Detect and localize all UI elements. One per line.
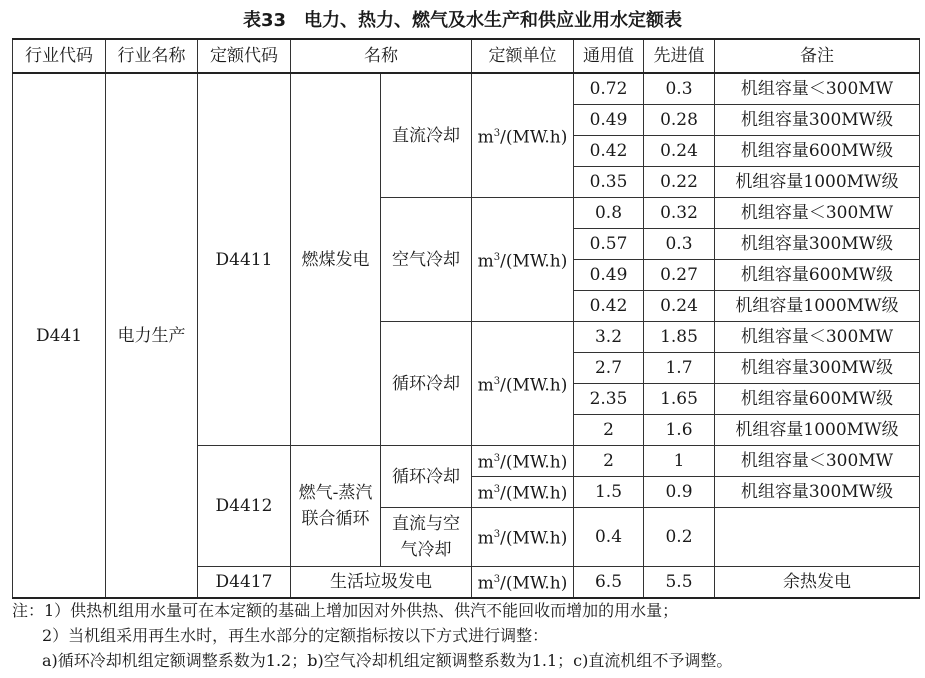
table-row	[13, 73, 920, 105]
general-value: 0.8	[574, 198, 644, 229]
unit-rest: /(MW.h)	[500, 573, 568, 594]
remark-cell: 机组容量1000MW级	[715, 167, 920, 198]
unit-base: m	[477, 483, 494, 504]
header-industry-code: 行业代码	[13, 39, 106, 73]
advanced-value: 5.5	[644, 567, 715, 599]
header-industry-name: 行业名称	[106, 39, 198, 73]
general-value: 0.42	[574, 291, 644, 322]
header-unit: 定额单位	[472, 39, 574, 73]
advanced-value: 0.3	[644, 73, 715, 105]
remark-cell: 机组容量600MW级	[715, 384, 920, 415]
unit-sup: 3	[493, 529, 501, 541]
remark-cell	[715, 508, 920, 567]
advanced-value: 0.27	[644, 260, 715, 291]
general-value: 0.72	[574, 73, 644, 105]
unit-cell	[472, 477, 574, 508]
general-value: 2.35	[574, 384, 644, 415]
unit-cell	[472, 73, 574, 198]
note-1: 注：1）供热机组用水量可在本定额的基础上增加因对外供热、供汽不能回收而增加的用水量；	[12, 601, 679, 620]
advanced-value: 0.24	[644, 136, 715, 167]
general-value: 0.49	[574, 105, 644, 136]
remark-cell: 机组容量＜300MW	[715, 322, 920, 353]
advanced-value: 0.24	[644, 291, 715, 322]
water-quota-table	[12, 38, 920, 599]
advanced-value: 1	[644, 446, 715, 477]
unit-rest: /(MW.h)	[500, 251, 568, 272]
unit-sup: 3	[493, 453, 501, 465]
cooling-type: 循环冷却	[381, 446, 472, 508]
header-general: 通用值	[574, 39, 644, 73]
coal-power-name: 燃煤发电	[291, 73, 381, 446]
unit-cell	[472, 322, 574, 446]
industry-code: D441	[13, 73, 106, 598]
general-value: 1.5	[574, 477, 644, 508]
advanced-value: 1.85	[644, 322, 715, 353]
gas-combined-name: 燃气-蒸汽联合循环	[291, 446, 381, 567]
remark-cell: 机组容量1000MW级	[715, 415, 920, 446]
note-3: a)循环冷却机组定额调整系数为1.2；b)空气冷却机组定额调整系数为1.1；c)直流机组不予调整。	[42, 651, 733, 670]
advanced-value: 1.7	[644, 353, 715, 384]
remark-cell: 机组容量300MW级	[715, 353, 920, 384]
unit-cell	[472, 446, 574, 477]
unit-sup: 3	[493, 484, 501, 496]
general-value: 2.7	[574, 353, 644, 384]
remark-cell: 机组容量＜300MW	[715, 198, 920, 229]
unit-base: m	[477, 375, 494, 396]
header-name: 名称	[291, 39, 472, 73]
unit-base: m	[477, 573, 494, 594]
cooling-type: 循环冷却	[381, 322, 472, 446]
general-value: 2	[574, 446, 644, 477]
unit-cell	[472, 508, 574, 567]
header-advanced: 先进值	[644, 39, 715, 73]
general-value: 0.49	[574, 260, 644, 291]
advanced-value: 0.3	[644, 229, 715, 260]
unit-rest: /(MW.h)	[500, 375, 568, 396]
advanced-value: 0.22	[644, 167, 715, 198]
table-body	[13, 73, 920, 598]
remark-cell: 机组容量300MW级	[715, 229, 920, 260]
unit-sup: 3	[493, 574, 501, 586]
advanced-value: 1.65	[644, 384, 715, 415]
unit-rest: /(MW.h)	[500, 483, 568, 504]
general-value: 6.5	[574, 567, 644, 599]
general-value: 0.42	[574, 136, 644, 167]
advanced-value: 1.6	[644, 415, 715, 446]
advanced-value: 0.2	[644, 508, 715, 567]
advanced-value: 0.9	[644, 477, 715, 508]
unit-sup: 3	[493, 127, 501, 139]
unit-cell	[472, 198, 574, 322]
general-value: 0.35	[574, 167, 644, 198]
quota-code: D4412	[198, 446, 291, 567]
header-quota-code: 定额代码	[198, 39, 291, 73]
remark-cell: 机组容量1000MW级	[715, 291, 920, 322]
unit-rest: /(MW.h)	[500, 127, 568, 148]
advanced-value: 0.28	[644, 105, 715, 136]
unit-sup: 3	[493, 375, 501, 387]
unit-base: m	[477, 251, 494, 272]
remark-cell: 机组容量300MW级	[715, 477, 920, 508]
general-value: 3.2	[574, 322, 644, 353]
cooling-type: 空气冷却	[381, 198, 472, 322]
industry-name: 电力生产	[106, 73, 198, 598]
unit-rest: /(MW.h)	[500, 452, 568, 473]
header-remark: 备注	[715, 39, 920, 73]
cooling-type: 直流冷却	[381, 73, 472, 198]
general-value: 0.57	[574, 229, 644, 260]
cooling-type: 直流与空气冷却	[381, 508, 472, 567]
remark-cell: 机组容量＜300MW	[715, 446, 920, 477]
unit-sup: 3	[493, 251, 501, 263]
unit-cell	[472, 567, 574, 599]
note-2: 2）当机组采用再生水时，再生水部分的定额指标按以下方式进行调整：	[42, 626, 549, 645]
unit-base: m	[477, 127, 494, 148]
remark-cell: 机组容量600MW级	[715, 260, 920, 291]
remark-cell: 机组容量＜300MW	[715, 73, 920, 105]
general-value: 0.4	[574, 508, 644, 567]
advanced-value: 0.32	[644, 198, 715, 229]
table-title: 表33 电力、热力、燃气及水生产和供应业用水定额表	[242, 10, 683, 31]
notes	[12, 598, 919, 673]
remark-cell: 机组容量600MW级	[715, 136, 920, 167]
quota-code: D4411	[198, 73, 291, 446]
waste-power-name: 生活垃圾发电	[291, 567, 472, 599]
remark-cell: 机组容量300MW级	[715, 105, 920, 136]
unit-base: m	[477, 452, 494, 473]
remark-cell: 余热发电	[715, 567, 920, 599]
quota-code: D4417	[198, 567, 291, 599]
unit-rest: /(MW.h)	[500, 528, 568, 549]
unit-base: m	[477, 528, 494, 549]
general-value: 2	[574, 415, 644, 446]
